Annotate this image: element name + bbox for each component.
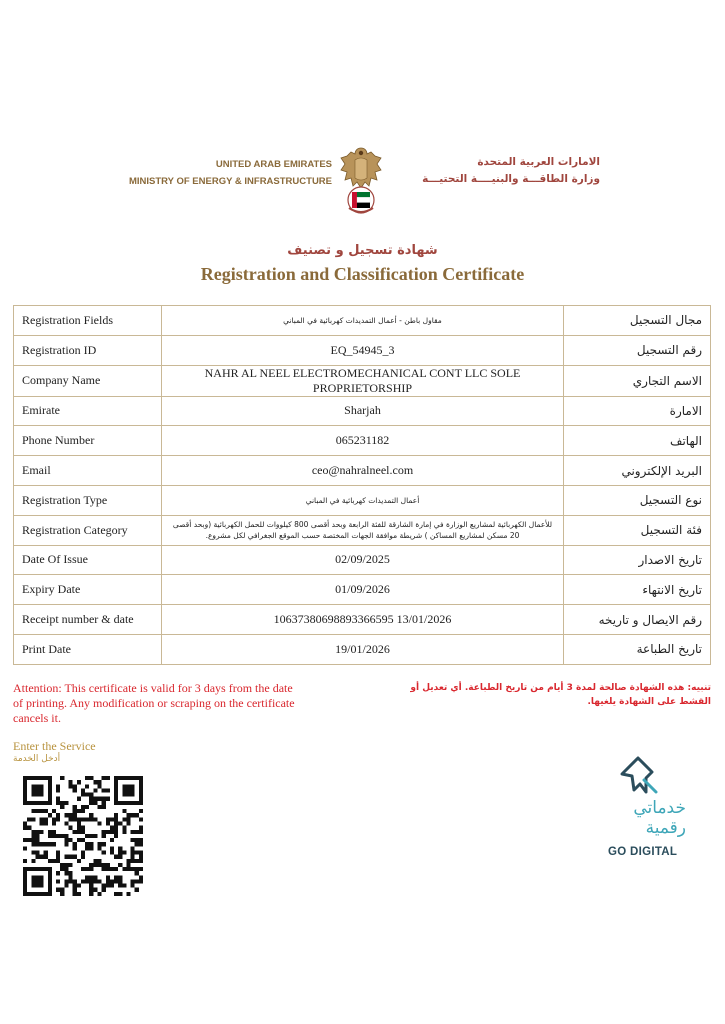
row-label-ar: تاريخ الطباعة [564,634,711,664]
row-value: 065231182 [162,426,564,456]
table-row [14,634,711,664]
table-row [14,335,711,365]
table-row [14,456,711,486]
row-label-ar: نوع التسجيل [564,485,711,515]
attention-note-arabic: تنبيه: هذه الشهادة صالحة لمدة 3 أيام من تاريخ الطباعة. أي تعديل أو القشط على الشهادة يلغيها. [410,683,711,707]
cursor-click-icon [600,752,690,802]
go-digital-arabic-line1: خدماتي [633,798,686,818]
row-value: Sharjah [162,396,564,426]
certificate-title-arabic: شهادة تسجيل و تصنيف [287,243,438,258]
row-label-ar: رقم الايصال و تاريخه [564,605,711,635]
table-row [14,426,711,456]
row-label-en: Expiry Date [14,575,162,605]
table-row [14,306,711,336]
enter-service-label-arabic: أدخل الخدمة [13,754,61,764]
row-label-ar: مجال التسجيل [564,306,711,336]
service-qr-code[interactable] [23,776,143,896]
row-label-ar: فئة التسجيل [564,515,711,545]
row-label-en: Registration Fields [14,306,162,336]
row-label-en: Receipt number & date [14,605,162,635]
row-label-ar: الهاتف [564,426,711,456]
row-label-en: Phone Number [14,426,162,456]
attention-note-english: Attention: This certificate is valid for 3 days from the date of printing. Any modification or scraping on the certificate cancels it. [13,681,295,725]
ministry-name-ar: وزارة الطاقـــة والبنيــــة التحتيـــة [422,173,600,185]
table-row [14,605,711,635]
row-label-ar: رقم التسجيل [564,335,711,365]
row-label-en: Date Of Issue [14,545,162,575]
letterhead [0,140,725,220]
ministry-name-english [128,156,332,190]
uae-emblem-logo [337,142,385,218]
row-label-en: Emirate [14,396,162,426]
country-name-ar: الامارات العربية المتحدة [477,156,600,168]
row-value: أعمال التمديدات كهربائية في المباني [162,485,564,515]
ministry-name-arabic [390,154,600,188]
row-label-en: Email [14,456,162,486]
row-value: 19/01/2026 [162,634,564,664]
row-value: ceo@nahralneel.com [162,456,564,486]
row-value: 10637380698893366595 13/01/2026 [162,605,564,635]
row-label-ar: تاريخ الاصدار [564,545,711,575]
table-row [14,365,711,396]
table-row [14,485,711,515]
row-value: للأعمال الكهربائية لمشاريع الوزارة في إمارة الشارقة للفئة الرابعة وبحد أقصى 800 كيلووات للحمل الكهربائية (وبحد أقصى 20 مسكن لمشاريع المساكن ) شريطة موافقة الجهات المختصة حسب الموقع الجغرافي لكل مشروع. [162,515,564,545]
go-digital-english: GO DIGITAL [608,846,678,858]
row-label-ar: الاسم التجاري [564,365,711,396]
row-label-ar: الامارة [564,396,711,426]
table-row [14,515,711,545]
row-value: مقاول باطن - أعمال التمديدات كهربائية في المباني [162,306,564,336]
table-row [14,575,711,605]
ministry-name-en: MINISTRY OF ENERGY & INFRASTRUCTURE [128,176,332,187]
row-label-en: Registration ID [14,335,162,365]
row-label-ar: البريد الإلكتروني [564,456,711,486]
table-row [14,396,711,426]
go-digital-arabic-line2: رقمية [645,818,686,838]
go-digital-logo [600,752,690,862]
enter-service-label-english: Enter the Service [13,739,96,753]
row-label-ar: تاريخ الانتهاء [564,575,711,605]
row-label-en: Registration Category [14,515,162,545]
certificate-title-english: Registration and Classification Certificate [200,264,525,284]
certificate-details-table [13,305,711,665]
row-label-en: Print Date [14,634,162,664]
row-label-en: Registration Type [14,485,162,515]
country-name-en: UNITED ARAB EMIRATES [215,159,332,170]
row-value: 01/09/2026 [162,575,564,605]
table-row [14,545,711,575]
row-value: 02/09/2025 [162,545,564,575]
row-value: NAHR AL NEEL ELECTROMECHANICAL CONT LLC SOLE PROPRIETORSHIP [162,365,564,396]
row-label-en: Company Name [14,365,162,396]
row-value: EQ_54945_3 [162,335,564,365]
